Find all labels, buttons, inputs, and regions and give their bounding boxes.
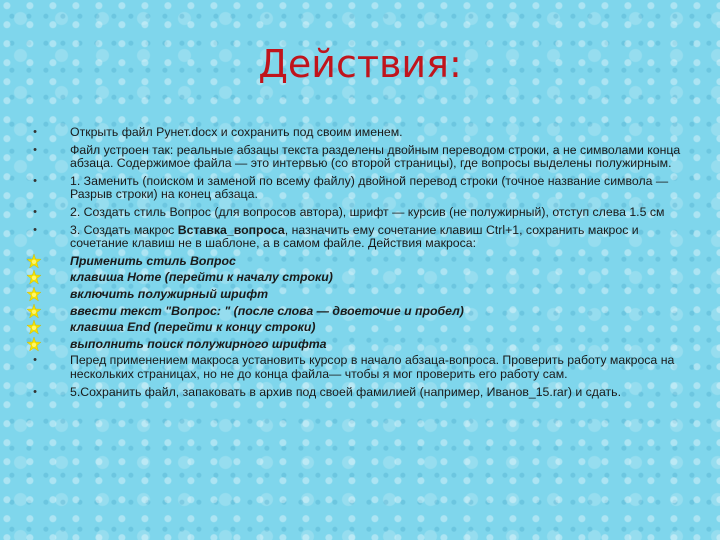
list-item: [30, 206, 696, 220]
list-item: [30, 224, 696, 251]
macro-step-item: [30, 255, 696, 269]
list-item-text: Файл устроен так: реальные абзацы текста разделены двойным переводом строки, а не символами конца абзаца. Содержимое файла — это интервью (со второй страницы), где вопросы выделены полужирным.: [70, 142, 681, 171]
yellow-star-icon: [26, 304, 42, 320]
list-item: [30, 126, 696, 140]
macro-step-item: [30, 305, 696, 319]
text-part: , назначить ему сочетание клавиш Ctrl+1, сохранить макрос и сочетание клавиш не в шаблоне, а в самом файле. Действия макроса:: [70, 222, 639, 251]
list-item-text: Открыть файл Рунет.docx и сохранить под своим именем.: [70, 125, 403, 139]
yellow-star-icon: [26, 287, 42, 303]
macro-step-item: [30, 321, 696, 335]
list-item: [30, 354, 696, 381]
list-item-text: 1. Заменить (поиском и заменой по всему файлу) двойной перевод строки (точное название символа — Разрыв строки) на конец абзаца.: [70, 173, 669, 202]
list-item-text: 2. Создать стиль Вопрос (для вопросов автора), шрифт — курсив (не полужирный), отступ слева 1.5 см: [70, 204, 665, 219]
bullet-dot: •: [33, 223, 37, 236]
bullet-dot: •: [33, 354, 37, 367]
text-part: 3. Создать макрос: [70, 222, 178, 237]
list-item-text: Применить стиль Вопрос: [70, 253, 236, 268]
bullet-dot: •: [33, 174, 37, 187]
slide-title: Действия:: [258, 42, 462, 86]
list-item-text: клавиша End (перейти к концу строки): [70, 320, 316, 335]
bullet-dot: •: [33, 385, 37, 398]
list-item-text: ввести текст "Вопрос: " (после слова — двоеточие и пробел): [70, 303, 464, 318]
list-item: [30, 144, 696, 171]
macro-step-item: [30, 271, 696, 285]
yellow-star-icon: [26, 270, 42, 286]
list-item-text: выполнить поиск полужирного шрифта: [70, 336, 327, 351]
yellow-star-icon: [26, 320, 42, 336]
yellow-star-icon: [26, 337, 42, 353]
list-item-text: 5.Сохранить файл, запаковать в архив под своей фамилией (например, Иванов_15.rar) и сдать.: [70, 384, 621, 399]
macro-step-item: [30, 338, 696, 352]
bullet-dot: •: [33, 143, 37, 156]
list-item-text: Перед применением макроса установить курсор в начало абзаца-вопроса. Проверить работу макроса на нескольких страницах, но не до конца файла— чтобы я мог проверить его работу сам.: [70, 353, 675, 381]
macro-step-item: [30, 288, 696, 302]
list-item: [30, 175, 696, 202]
yellow-star-icon: [26, 254, 42, 270]
list-item-text: включить полужирный шрифт: [70, 286, 269, 301]
bullet-list: [30, 126, 696, 403]
bullet-dot: •: [33, 126, 37, 138]
list-item-text: клавиша Home (перейти к началу строки): [70, 270, 333, 285]
bullet-dot: •: [33, 205, 37, 218]
macro-name: Вставка_вопроса: [177, 222, 285, 237]
list-item: [30, 386, 696, 400]
list-item-text: [70, 223, 639, 251]
